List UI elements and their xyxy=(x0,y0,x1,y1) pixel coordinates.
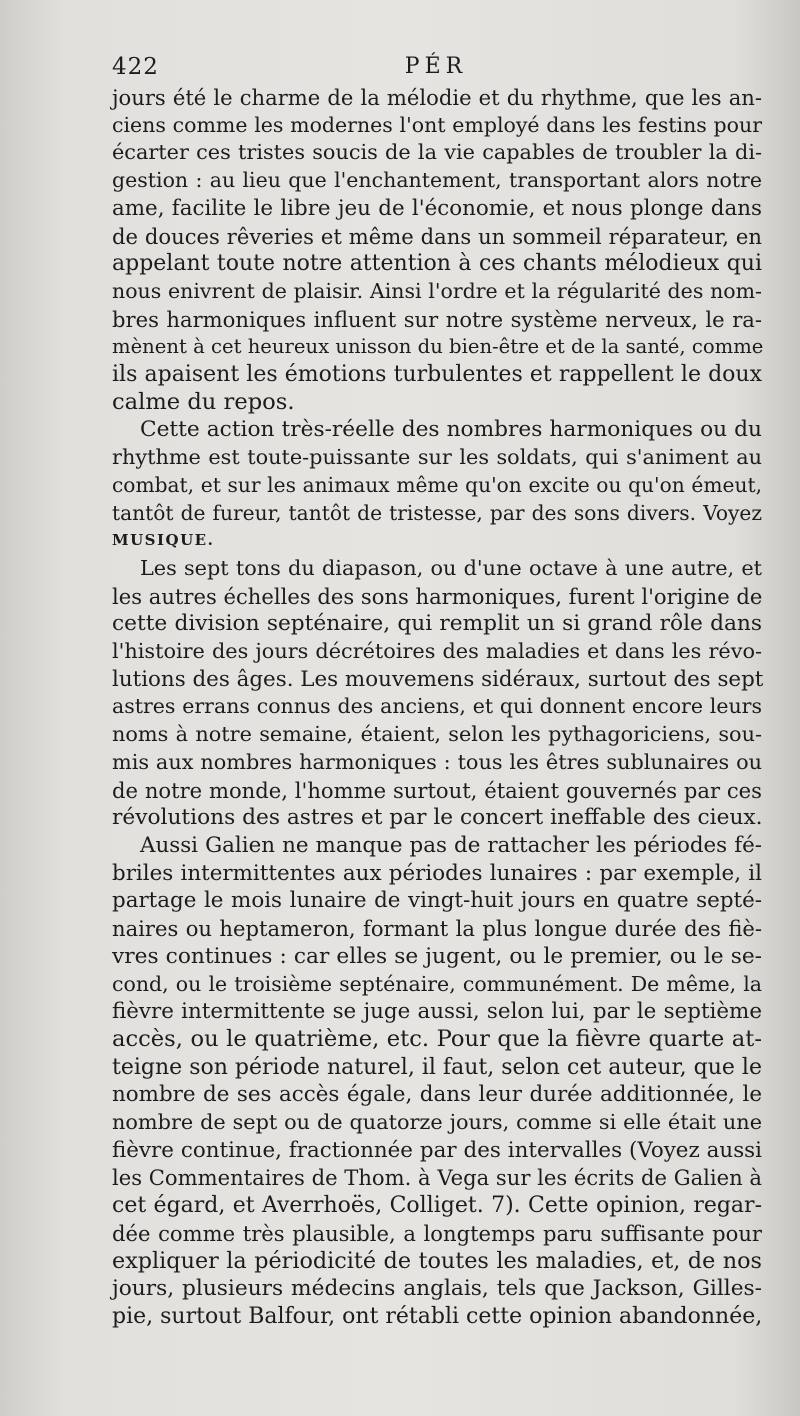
text-line: gestion : au lieu que l'enchantement, transportant alors notre xyxy=(112,168,762,193)
text-line: fièvre intermittente se juge aussi, selon lui, par le septième xyxy=(112,999,762,1025)
text-line: appelant toute notre attention à ces chants mélodieux qui xyxy=(112,251,762,277)
text-line: nombre de sept ou de quatorze jours, comme si elle était une xyxy=(112,1110,762,1135)
text-line: les autres échelles des sons harmoniques, furent l'origine de xyxy=(112,583,763,609)
text-line: lutions des âges. Les mouvemens sidéraux, surtout des sept xyxy=(112,666,764,692)
text-line: combat, et sur les animaux même qu'on excite ou qu'on émeut, xyxy=(112,472,762,497)
text-line: Cette action très-réelle des nombres harmoniques ou du xyxy=(140,417,762,443)
text-line: écarter ces tristes soucis de la vie capables de troubler la di- xyxy=(112,140,762,165)
paragraph xyxy=(112,555,762,832)
text-line: vres continues : car elles se jugent, ou le premier, ou le se- xyxy=(112,943,762,969)
text-line: ciens comme les modernes l'ont employé dans les festins pour xyxy=(112,112,762,137)
text-line: dée comme très plausible, a longtemps paru suffisante pour xyxy=(112,1220,762,1246)
text-line: astres errans connus des anciens, et qui donnent encore leurs xyxy=(112,694,762,719)
text-line: nombre de ses accès égale, dans leur durée additionnée, le xyxy=(112,1082,762,1108)
text-line: expliquer la périodicité de toutes les maladies, et, de nos xyxy=(112,1247,762,1274)
text-line: partage le mois lunaire de vingt-huit jours en quatre septé- xyxy=(112,888,762,914)
page-number: 422 xyxy=(112,54,159,80)
running-head: PÉR xyxy=(404,54,468,79)
text-line: jours, plusieurs médecins anglais, tels que Jackson, Gilles- xyxy=(112,1276,762,1302)
text-line: ame, facilite le libre jeu de l'économie, et nous plonge dans xyxy=(112,195,762,221)
text-line: briles intermittentes aux périodes lunaires : par exemple, il xyxy=(112,860,762,886)
text-line: de notre monde, l'homme surtout, étaient gouvernés par ces xyxy=(112,777,762,803)
text-line: MUSIQUE. xyxy=(112,531,215,550)
text-line: cet égard, et Averrhoës, Colliget. 7). Cette opinion, regar- xyxy=(112,1193,762,1219)
text-line: mènent à cet heureux unisson du bien-être et de la santé, comme xyxy=(112,335,764,359)
text-line: cette division septénaire, qui remplit un si grand rôle dans xyxy=(112,611,762,637)
text-line: Les sept tons du diapason, ou d'une octave à une autre, et xyxy=(140,555,762,580)
text-line: fièvre continue, fractionnée par des intervalles (Voyez aussi xyxy=(112,1137,762,1163)
text-line: calme du repos. xyxy=(112,388,295,415)
text-line: cond, ou le troisième septénaire, communément. De même, la xyxy=(112,971,762,996)
text-line: Aussi Galien ne manque pas de rattacher les périodes fé- xyxy=(140,832,762,858)
text-line: rhythme est toute-puissante sur les soldats, qui s'animent au xyxy=(112,445,762,470)
text-line: nous enivrent de plaisir. Ainsi l'ordre et la régularité des nom- xyxy=(112,278,762,303)
text-line: jours été le charme de la mélodie et du rhythme, que les an- xyxy=(112,85,762,110)
page-header xyxy=(112,54,760,84)
text-line: pie, surtout Balfour, ont rétabli cette opinion abandonnée, xyxy=(112,1303,763,1329)
paragraph xyxy=(112,416,762,555)
body-text xyxy=(112,84,762,1331)
text-line: mis aux nombres harmoniques : tous les êtres sublunaires ou xyxy=(112,749,762,774)
text-line: teigne son période naturel, il faut, selon cet auteur, que le xyxy=(112,1054,762,1080)
text-line: ils apaisent les émotions turbulentes et rappellent le doux xyxy=(112,362,762,388)
text-line: tantôt de fureur, tantôt de tristesse, par des sons divers. Voyez xyxy=(112,500,762,525)
text-line: naires ou heptameron, formant la plus longue durée des fiè- xyxy=(112,916,762,942)
text-line: de douces rêveries et même dans un sommeil réparateur, en xyxy=(112,223,762,249)
paragraph xyxy=(112,84,762,416)
text-line: les Commentaires de Thom. à Vega sur les écrits de Galien à xyxy=(112,1165,762,1191)
text-line: noms à notre semaine, étaient, selon les pythagoriciens, sou- xyxy=(112,722,762,747)
text-line: bres harmoniques influent sur notre système nerveux, le ra- xyxy=(112,306,762,332)
text-line: l'histoire des jours décrétoires des maladies et dans les révo- xyxy=(112,639,762,664)
text-line: accès, ou le quatrième, etc. Pour que la fièvre quarte at- xyxy=(112,1025,762,1052)
paragraph xyxy=(112,832,762,1331)
text-line: révolutions des astres et par le concert ineffable des cieux. xyxy=(112,805,763,831)
